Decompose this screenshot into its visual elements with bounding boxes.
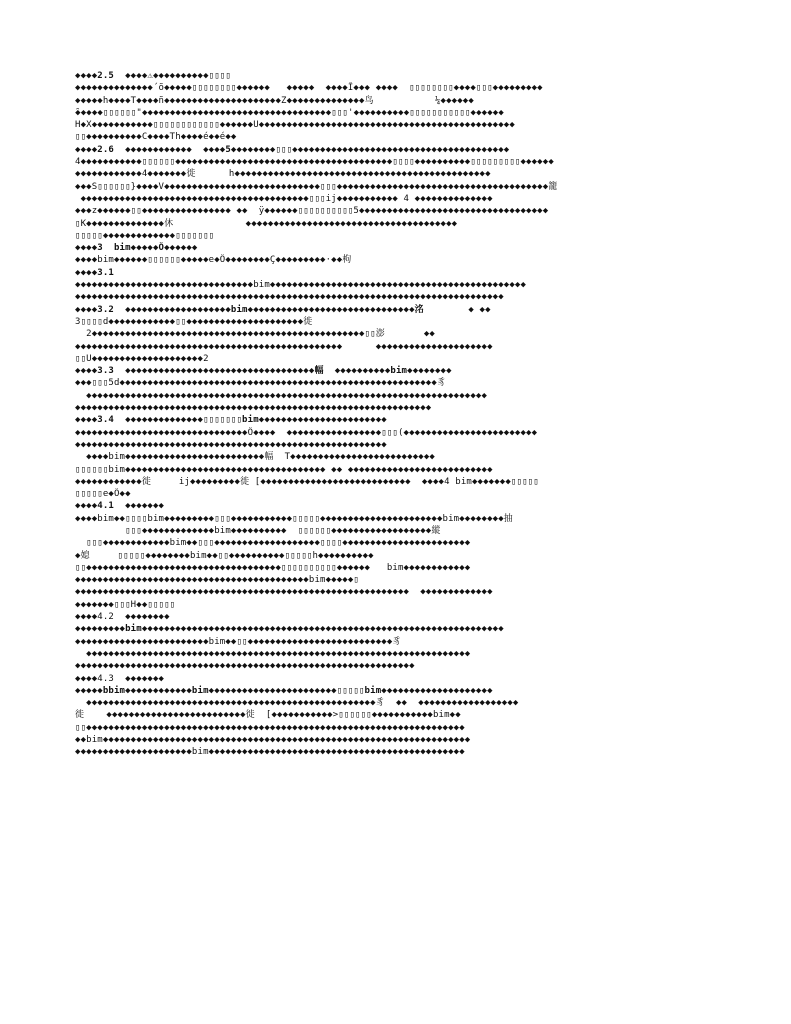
text-line: ◆◆◆◆◆◆◆◆◆◆◆◆徙 ij◆◆◆◆◆◆◆◆◆徙 [◆◆◆◆◆◆◆◆◆◆◆◆◆◆◆◆◆◆◆◆◆◆◆◆◆◆◆ ◆◆◆◆4 bim◆◆◆◆◆◆◆▯▯▯▯▯ — [75, 476, 539, 487]
text-line: ◆◆◆◆◆h◆◆◆◆T◆◆◆◆ñ◆◆◆◆◆◆◆◆◆◆◆◆◆◆◆◆◆◆◆◆◆Z◆◆◆◆◆◆◆◆◆◆◆◆◆◆鸟 ¼◆◆◆◆◆◆ — [75, 95, 474, 106]
text-line: ◆◆◆◆bim◆◆◆◆◆◆▯▯▯▯▯▯◆◆◆◆◆e◆Ö◆◆◆◆◆◆◆◆Ç◆◆◆◆◆◆◆◆◆·◆◆枸 — [75, 255, 352, 266]
text-line: ◆◆◆◆◆◆◆◆◆◆◆◆◆◆◆◆◆◆◆◆◆◆◆◆◆◆◆◆◆◆◆◆bim◆◆◆◆◆◆◆◆◆◆◆◆◆◆◆◆◆◆◆◆◆◆◆◆◆◆◆◆◆◆◆◆◆◆◆◆◆◆◆◆◆◆◆◆◆◆ — [75, 280, 527, 291]
section-heading: ◆◆◆◆3 bim◆◆◆◆◆Ö◆◆◆◆◆◆ — [75, 243, 198, 254]
text-line: ◆◆◆◆◆◆◆◆◆◆◆◆◆◆◆◆◆◆◆◆◆◆◆◆◆◆◆◆◆◆◆◆◆◆◆◆◆◆◆◆◆◆◆◆◆◆◆◆ ◆◆◆◆◆◆◆◆◆◆◆◆◆◆◆◆◆◆◆◆◆ — [75, 341, 493, 352]
text-line: ▯▯▯▯▯◆◆◆◆◆◆◆◆◆◆◆◆◆▯▯▯▯▯▯▯ — [75, 230, 215, 241]
text-line: 2◆◆◆◆◆◆◆◆◆◆◆◆◆◆◆◆◆◆◆◆◆◆◆◆◆◆◆◆◆◆◆◆◆◆◆◆◆◆◆◆◆◆◆◆◆◆◆◆◆▯▯澎 ◆◆ — [75, 329, 435, 340]
text-line: ◆◆◆z◆◆◆◆◆◆▯▯◆◆◆◆◆◆◆◆◆◆◆◆◆◆◆◆ ◆◆ ÿ◆◆◆◆◆◆▯▯▯▯▯▯▯▯▯▯5◆◆◆◆◆◆◆◆◆◆◆◆◆◆◆◆◆◆◆◆◆◆◆◆◆◆◆◆◆◆◆◆◆◆ — [75, 206, 549, 217]
text-line: 徙 ◆◆◆◆◆◆◆◆◆◆◆◆◆◆◆◆◆◆◆◆◆◆◆◆◆徙 [◆◆◆◆◆◆◆◆◆◆◆>▯▯▯▯▯▯◆◆◆◆◆◆◆◆◆◆◆bim◆◆ — [75, 710, 461, 721]
text-line: ▯▯▯▯▯▯bim◆◆◆◆◆◆◆◆◆◆◆◆◆◆◆◆◆◆◆◆◆◆◆◆◆◆◆◆◆◆◆◆◆◆◆◆ ◆◆ ◆◆◆◆◆◆◆◆◆◆◆◆◆◆◆◆◆◆◆◆◆◆◆◆◆◆ — [75, 464, 493, 475]
section-heading: ◆◆◆◆◆◆◆◆◆bim◆◆◆◆◆◆◆◆◆◆◆◆◆◆◆◆◆◆◆◆◆◆◆◆◆◆◆◆◆◆◆◆◆◆◆◆◆◆◆◆◆◆◆◆◆◆◆◆◆◆◆◆◆◆◆◆◆◆◆◆◆◆◆◆◆ — [75, 624, 504, 635]
text-line: ◆◆◆◆◆◆◆◆◆◆◆◆◆◆◆◆◆◆◆◆◆◆◆◆◆◆◆◆◆◆◆◆◆◆◆◆◆◆◆◆◆◆◆◆◆◆◆◆◆◆◆◆◆◆◆◆◆◆◆◆◆◆◆◆◆◆◆◆◆◆◆◆ — [75, 390, 488, 401]
text-line: ◆◆◆◆◆◆◆◆◆◆◆◆◆◆◆◆◆◆◆◆◆◆◆◆◆◆◆◆◆◆◆Ö◆◆◆◆ ◆◆◆◆◆◆◆◆◆◆◆◆◆◆◆◆◆▯▯▯(◆◆◆◆◆◆◆◆◆◆◆◆◆◆◆◆◆◆◆◆◆◆◆◆ — [75, 427, 538, 438]
section-heading: ◆◆◆◆3.3 ◆◆◆◆◆◆◆◆◆◆◆◆◆◆◆◆◆◆◆◆◆◆◆◆◆◆◆◆◆◆◆◆◆◆幅 ◆◆◆◆◆◆◆◆◆◆bim◆◆◆◆◆◆◆◆ — [75, 366, 452, 377]
text-line: ▯K◆◆◆◆◆◆◆◆◆◆◆◆◆◆休 ◆◆◆◆◆◆◆◆◆◆◆◆◆◆◆◆◆◆◆◆◆◆◆◆◆◆◆◆◆◆◆◆◆◆◆◆◆◆ — [75, 218, 458, 229]
text-line: ▯▯▯▯▯e◆Ö◆◆ — [75, 489, 131, 500]
text-line: ◆◆◆▯▯▯5d◆◆◆◆◆◆◆◆◆◆◆◆◆◆◆◆◆◆◆◆◆◆◆◆◆◆◆◆◆◆◆◆◆◆◆◆◆◆◆◆◆◆◆◆◆◆◆◆◆◆◆◆◆◆◆◆◆豸 — [75, 378, 447, 389]
section-heading: ◆◆◆◆3.2 ◆◆◆◆◆◆◆◆◆◆◆◆◆◆◆◆◆◆◆bim◆◆◆◆◆◆◆◆◆◆◆◆◆◆◆◆◆◆◆◆◆◆◆◆◆◆◆◆◆◆洺 ◆ ◆◆ — [75, 304, 491, 315]
text-line: ◆◆◆◆◆◆◆▯▯▯H◆◆▯▯▯▯▯ — [75, 599, 176, 610]
text-line: H◆X◆◆◆◆◆◆◆◆◆◆◆▯▯▯▯▯▯▯▯▯▯▯▯◆◆◆◆◆◆U◆◆◆◆◆◆◆◆◆◆◆◆◆◆◆◆◆◆◆◆◆◆◆◆◆◆◆◆◆◆◆◆◆◆◆◆◆◆◆◆◆◆◆◆◆◆ — [75, 120, 515, 131]
section-heading: ◆◆◆◆◆bbim◆◆◆◆◆◆◆◆◆◆◆◆bim◆◆◆◆◆◆◆◆◆◆◆◆◆◆◆◆◆◆◆◆◆◆◆▯▯▯▯▯bim◆◆◆◆◆◆◆◆◆◆◆◆◆◆◆◆◆◆◆◆ — [75, 685, 493, 696]
text-line: ◆◆◆◆◆◆◆◆◆◆◆◆◆◆◆◆◆◆◆◆◆◆◆◆◆◆◆◆◆◆◆◆◆◆◆◆◆◆◆◆◆◆◆◆◆◆◆◆◆◆◆◆豸 ◆◆ ◆◆◆◆◆◆◆◆◆◆◆◆◆◆◆◆◆◆ — [75, 698, 519, 709]
text-line: ◆◆◆◆4.3 ◆◆◆◆◆◆◆ — [75, 673, 165, 684]
text-line: ▯▯▯◆◆◆◆◆◆◆◆◆◆◆◆◆bim◆◆◆◆◆◆◆◆◆◆ ▯▯▯▯▯▯◆◆◆◆◆◆◆◆◆◆◆◆◆◆◆◆◆◆縱 — [75, 525, 441, 536]
section-heading: ◆◆◆◆3.4 ◆◆◆◆◆◆◆◆◆◆◆◆◆◆▯▯▯▯▯▯▯bim◆◆◆◆◆◆◆◆◆◆◆◆◆◆◆◆◆◆◆◆◆◆◆ — [75, 415, 387, 426]
text-line: ◆◆◆◆◆◆◆◆◆◆◆◆◆◆◆◆◆◆◆◆◆◆◆◆◆◆◆◆◆◆◆◆◆◆◆◆◆◆◆◆◆▯▯▯ij◆◆◆◆◆◆◆◆◆◆◆ 4 ◆◆◆◆◆◆◆◆◆◆◆◆◆◆ — [75, 193, 493, 204]
text-line: ▯▯◆◆◆◆◆◆◆◆◆◆◆◆◆◆◆◆◆◆◆◆◆◆◆◆◆◆◆◆◆◆◆◆◆◆◆▯▯▯▯▯▯▯▯▯▯◆◆◆◆◆◆ bim◆◆◆◆◆◆◆◆◆◆◆◆ — [75, 562, 471, 573]
text-line: ◆◆◆◆◆◆◆◆◆◆◆◆◆◆◆◆◆◆◆◆◆◆◆◆◆◆◆◆◆◆◆◆◆◆◆◆◆◆◆◆◆◆◆◆◆◆◆◆◆◆◆◆◆◆◆◆◆◆◆◆ ◆◆◆◆◆◆◆◆◆◆◆◆◆ — [75, 587, 493, 598]
text-line: ▯▯◆◆◆◆◆◆◆◆◆◆◆◆◆◆◆◆◆◆◆◆◆◆◆◆◆◆◆◆◆◆◆◆◆◆◆◆◆◆◆◆◆◆◆◆◆◆◆◆◆◆◆◆◆◆◆◆◆◆◆◆◆◆◆◆◆◆◆◆ — [75, 722, 465, 733]
section-heading: ◆◆◆◆2.6 ◆◆◆◆◆◆◆◆◆◆◆◆ ◆◆◆◆5◆◆◆◆◆◆◆◆▯▯▯◆◆◆◆◆◆◆◆◆◆◆◆◆◆◆◆◆◆◆◆◆◆◆◆◆◆◆◆◆◆◆◆◆◆◆◆◆◆◆ — [75, 144, 510, 155]
text-line: ▯▯▯◆◆◆◆◆◆◆◆◆◆◆◆bim◆◆▯▯▯◆◆◆◆◆◆◆◆◆◆◆◆◆◆◆◆◆◆◆▯▯▯▯◆◆◆◆◆◆◆◆◆◆◆◆◆◆◆◆◆◆◆◆◆◆◆ — [75, 538, 471, 549]
text-line: ◆媳 ▯▯▯▯▯◆◆◆◆◆◆◆◆bim◆◆▯▯◆◆◆◆◆◆◆◆◆◆▯▯▯▯▯h◆◆◆◆◆◆◆◆◆◆ — [75, 550, 374, 561]
text-line: ◆◆◆◆◆◆◆◆◆◆◆◆◆◆◆◆◆◆◆◆◆◆◆◆◆◆◆◆◆◆◆◆◆◆◆◆◆◆◆◆◆◆◆◆◆◆◆◆◆◆◆◆◆◆◆◆ — [75, 439, 387, 450]
section-heading: ◆◆◆◆2.5 ◆◆◆◆⚠◆◆◆◆◆◆◆◆◆◆▯▯▯▯ — [75, 71, 231, 81]
text-line: ◆◆◆◆◆◆◆◆◆◆◆◆◆◆◆◆◆◆◆◆◆◆◆◆bim◆◆▯▯◆◆◆◆◆◆◆◆◆◆◆◆◆◆◆◆◆◆◆◆◆◆◆◆◆◆豸 — [75, 636, 402, 647]
text-line: ▯▯U◆◆◆◆◆◆◆◆◆◆◆◆◆◆◆◆◆◆◆◆2 — [75, 353, 209, 364]
text-line: ◆◆◆◆◆◆◆◆◆◆◆◆4◆◆◆◆◆◆◆徙 h◆◆◆◆◆◆◆◆◆◆◆◆◆◆◆◆◆◆◆◆◆◆◆◆◆◆◆◆◆◆◆◆◆◆◆◆◆◆◆◆◆◆◆◆◆◆ — [75, 169, 491, 180]
text-line: ◆◆◆◆◆◆◆◆◆◆◆◆◆◆◆◆◆◆◆◆◆◆◆◆◆◆◆◆◆◆◆◆◆◆◆◆◆◆◆◆◆◆◆◆◆◆◆◆◆◆◆◆◆◆◆◆◆◆◆◆◆◆◆◆◆◆◆◆◆◆◆◆◆◆◆◆◆ — [75, 292, 504, 303]
text-line: 4◆◆◆◆◆◆◆◆◆◆◆▯▯▯▯▯▯◆◆◆◆◆◆◆◆◆◆◆◆◆◆◆◆◆◆◆◆◆◆◆◆◆◆◆◆◆◆◆◆◆◆◆◆◆◆◆▯▯▯▯◆◆◆◆◆◆◆◆◆◆▯▯▯▯▯▯▯▯▯◆◆◆◆◆◆ — [75, 157, 554, 168]
section-heading: ◆◆◆◆3.1 — [75, 267, 114, 278]
text-line: ◆◆◆◆◆◆◆◆◆◆◆◆◆◆◆◆◆◆◆◆◆◆◆◆◆◆◆◆◆◆◆◆◆◆◆◆◆◆◆◆◆◆◆◆◆◆◆◆◆◆◆◆◆◆◆◆◆◆◆◆◆◆◆◆◆◆◆◆◆ — [75, 648, 471, 659]
text-line: ◆◆◆◆◆◆◆◆◆◆◆◆◆◆´õ◆◆◆◆◆▯▯▯▯▯▯▯▯◆◆◆◆◆◆ ◆◆◆◆◆ ◆◆◆◆Ĩ◆◆◆ ◆◆◆◆ ▯▯▯▯▯▯▯▯◆◆◆◆▯▯▯◆◆◆◆◆◆◆◆◆ — [75, 83, 543, 94]
text-line: ◆◆◆◆4.2 ◆◆◆◆◆◆◆◆ — [75, 612, 170, 623]
document-body — [75, 70, 725, 759]
text-line: ◆◆◆◆◆◆◆◆◆◆◆◆◆◆◆◆◆◆◆◆◆◆◆◆◆◆◆◆◆◆◆◆◆◆◆◆◆◆◆◆◆◆◆◆◆◆◆◆◆◆◆◆◆◆◆◆◆◆◆◆◆◆◆◆ — [75, 403, 432, 414]
text-line: ◆◆◆◆bim◆◆◆◆◆◆◆◆◆◆◆◆◆◆◆◆◆◆◆◆◆◆◆◆◆幅 T◆◆◆◆◆◆◆◆◆◆◆◆◆◆◆◆◆◆◆◆◆◆◆◆◆◆ — [75, 452, 435, 463]
text-line: ̑◆◆◆◆◆▯▯▯▯▯▯"◆◆◆◆◆◆◆◆◆◆◆◆◆◆◆◆◆◆◆◆◆◆◆◆◆◆◆◆◆◆◆◆◆◆▯▯▯'◆◆◆◆◆◆◆◆◆◆▯▯▯▯▯▯▯▯▯▯▯◆◆◆◆◆◆ — [75, 107, 504, 118]
text-line: ◆◆bim◆◆◆◆◆◆◆◆◆◆◆◆◆◆◆◆◆◆◆◆◆◆◆◆◆◆◆◆◆◆◆◆◆◆◆◆◆◆◆◆◆◆◆◆◆◆◆◆◆◆◆◆◆◆◆◆◆◆◆◆◆◆◆◆◆◆ — [75, 735, 471, 746]
text-line: ◆◆◆◆◆◆◆◆◆◆◆◆◆◆◆◆◆◆◆◆◆bim◆◆◆◆◆◆◆◆◆◆◆◆◆◆◆◆◆◆◆◆◆◆◆◆◆◆◆◆◆◆◆◆◆◆◆◆◆◆◆◆◆◆◆◆◆◆ — [75, 747, 465, 758]
text-line: ◆◆◆◆◆◆◆◆◆◆◆◆◆◆◆◆◆◆◆◆◆◆◆◆◆◆◆◆◆◆◆◆◆◆◆◆◆◆◆◆◆◆bim◆◆◆◆◆▯ — [75, 575, 359, 586]
text-line: 3▯▯▯▯d◆◆◆◆◆◆◆◆◆◆◆◆▯▯◆◆◆◆◆◆◆◆◆◆◆◆◆◆◆◆◆◆◆◆◆徙 — [75, 316, 313, 327]
text-line: ◆◆◆◆bim◆◆▯▯▯▯bim◆◆◆◆◆◆◆◆◆▯▯▯◆◆◆◆◆◆◆◆◆◆◆▯▯▯▯▯◆◆◆◆◆◆◆◆◆◆◆◆◆◆◆◆◆◆◆◆◆◆bim◆◆◆◆◆◆◆◆抽 — [75, 513, 513, 524]
text-line: ▯▯◆◆◆◆◆◆◆◆◆◆C◆◆◆◆Th◆◆◆◆é◆◆é◆◆ — [75, 132, 237, 143]
section-heading: ◆◆◆◆4.1 ◆◆◆◆◆◆◆ — [75, 501, 165, 512]
text-line: ◆◆◆◆◆◆◆◆◆◆◆◆◆◆◆◆◆◆◆◆◆◆◆◆◆◆◆◆◆◆◆◆◆◆◆◆◆◆◆◆◆◆◆◆◆◆◆◆◆◆◆◆◆◆◆◆◆◆◆◆◆ — [75, 661, 415, 672]
text-line: ◆◆◆S▯▯▯▯▯▯}◆◆◆◆V◆◆◆◆◆◆◆◆◆◆◆◆◆◆◆◆◆◆◆◆◆◆◆◆◆◆◆◆▯▯▯◆◆◆◆◆◆◆◆◆◆◆◆◆◆◆◆◆◆◆◆◆◆◆◆◆◆◆◆◆◆◆◆◆◆◆◆◆◆籠 — [75, 181, 558, 192]
